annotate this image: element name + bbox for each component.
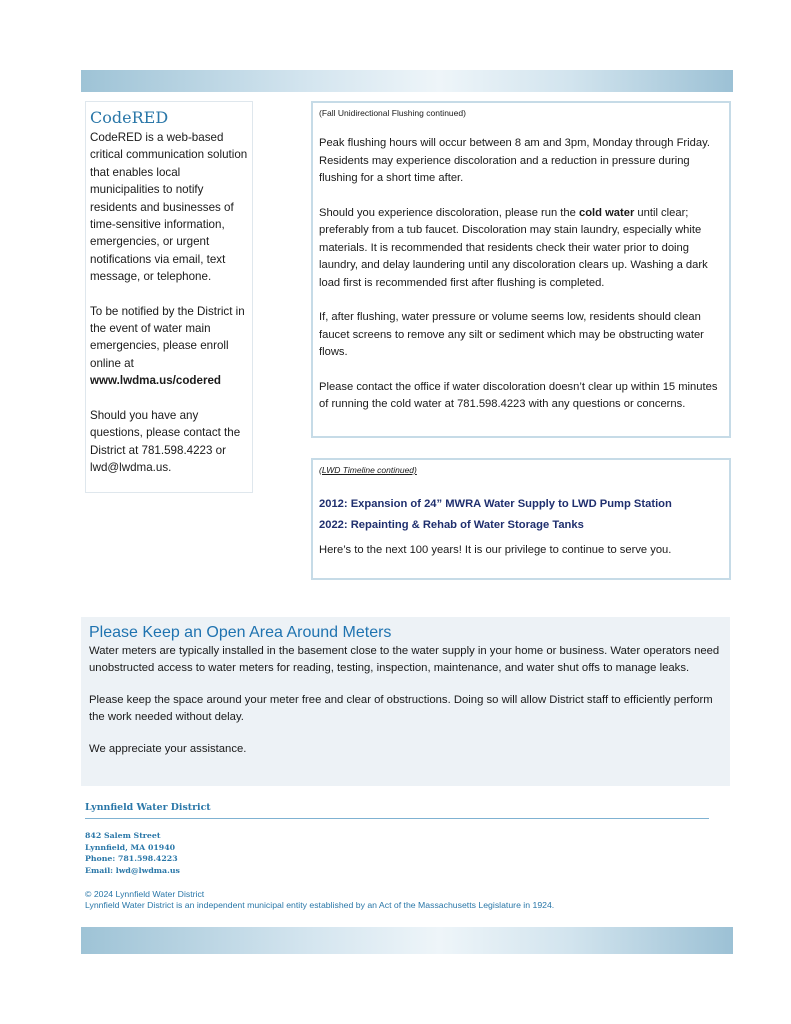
codered-enroll-prefix: To be notified by the District in the event of water main emergencies, please enroll online at bbox=[90, 304, 245, 370]
footer-copyright: © 2024 Lynnfield Water District bbox=[85, 889, 205, 899]
timeline-continued-box bbox=[311, 458, 731, 580]
flushing-continued-box bbox=[311, 101, 731, 438]
codered-description: CodeRED is a web-based critical communication solution that enables local municipalities to notify residents and businesses of time-sensitive information, emergencies, or urgent notifications via email, text message, or telephone. bbox=[90, 131, 248, 284]
cold-water-emphasis: cold water bbox=[578, 206, 635, 219]
top-decorative-band bbox=[81, 70, 733, 92]
bottom-decorative-band bbox=[81, 927, 733, 954]
footer-org-name: Lynnfield Water District bbox=[85, 802, 211, 813]
flushing-pressure-paragraph: If, after flushing, water pressure or volume seems low, residents should clean faucet screens to remove any silt or sediment which may be obstructing water flows. bbox=[319, 311, 704, 358]
timeline-continued-label: (LWD Timeline continued) bbox=[319, 465, 417, 475]
footer-address-line: Lynnfield, MA 01940 bbox=[85, 842, 176, 852]
codered-sidebar bbox=[85, 101, 253, 493]
meters-paragraph-1: Water meters are typically installed in the basement close to the water supply in your home or business. Water operators need unobstructed access to water meters for reading, testing, inspection, maintenance, and water shut offs to manage leaks. bbox=[89, 645, 720, 674]
codered-enroll-link[interactable]: www.lwdma.us/codered bbox=[90, 374, 221, 388]
footer-email[interactable]: Email: lwd@lwdma.us bbox=[85, 865, 180, 875]
meters-paragraph-3: We appreciate your assistance. bbox=[89, 743, 247, 755]
footer-statement: Lynnfield Water District is an independent municipal entity established by an Act of the Massachusetts Legislature in 1924. bbox=[85, 900, 555, 910]
footer-phone: Phone: 781.598.4223 bbox=[85, 854, 178, 863]
flushing-contact-paragraph: Please contact the office if water discoloration doesn’t clear up within 15 minutes of running the cold water at 781.598.4223 with any questions or concerns. bbox=[319, 380, 718, 410]
codered-contact-text: Should you have any questions, please contact the District at 781.598.4223 or lwd@lwdma.us. bbox=[90, 408, 241, 474]
codered-enroll-text bbox=[90, 303, 248, 390]
timeline-closing: Here’s to the next 100 years! It is our privilege to continue to serve you. bbox=[319, 544, 672, 556]
discoloration-suffix: until clear; preferably from a tub faucet. Discoloration may stain laundry, especially white materials. It is recommended that residents check their water prior to doing laundry, and delay laundering until any discoloration clears up. Washing a dark load first is recommended first after flushing is completed. bbox=[319, 206, 708, 289]
flushing-discoloration-paragraph bbox=[319, 205, 723, 293]
flushing-continued-label: (Fall Unidirectional Flushing continued) bbox=[319, 108, 466, 118]
district-footer bbox=[85, 802, 709, 911]
meters-title: Please Keep an Open Area Around Meters bbox=[89, 624, 392, 641]
meters-paragraph-2: Please keep the space around your meter free and clear of obstructions. Doing so will allow District staff to efficiently perform the work needed without delay. bbox=[89, 694, 713, 723]
footer-divider bbox=[85, 818, 709, 819]
codered-title: CodeRED bbox=[90, 108, 169, 127]
footer-address-line: 842 Salem Street bbox=[85, 831, 161, 840]
meters-notice-panel bbox=[81, 617, 730, 786]
discoloration-prefix: Should you experience discoloration, please run the bbox=[319, 206, 579, 219]
timeline-milestone: 2012: Expansion of 24” MWRA Water Supply to LWD Pump Station bbox=[319, 498, 672, 510]
flushing-hours-paragraph: Peak flushing hours will occur between 8 am and 3pm, Monday through Friday. Residents may experience discoloration and a reduction in pressure during flushing for a short time after. bbox=[319, 137, 710, 184]
timeline-milestone: 2022: Repainting & Rehab of Water Storage Tanks bbox=[319, 519, 584, 531]
